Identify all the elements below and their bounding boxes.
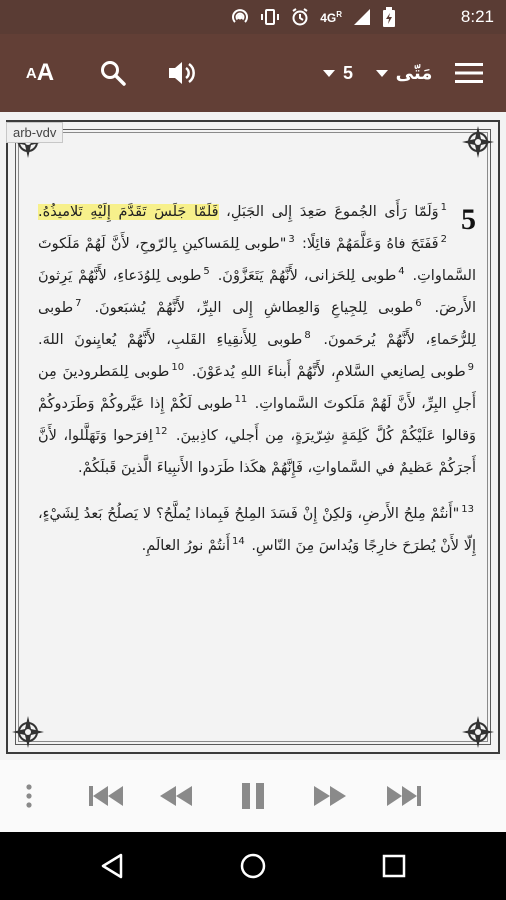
paragraph [38,498,476,562]
toolbar [0,34,506,112]
hamburger-icon [455,62,483,84]
chevron-down-icon [376,70,388,77]
verse[interactable]: $^7$طوبى لِلرُّحَماءِ، لأَنَّهُمْ يُرحَمونَ. [38,298,476,348]
verse[interactable]: $^{14}$أَنتُمْ نورُ العالَمِ. [141,536,245,554]
battery-icon [382,7,396,27]
verse[interactable]: $^{12}$اِفرَحوا وَتَهَلَّلوا، لأَنَّ أَجرَكُمْ عَظيمٌ في السَّماواتِ، فَإِنَّهُمْ هكَذا طَرَدوا الأَنبِياءَ الَّذينَ قَبلَكُمْ. [38,426,476,476]
search-icon [100,60,126,86]
volume-icon [167,59,197,87]
vibrate-icon [260,7,280,27]
hotspot-icon [230,7,250,27]
book-selector[interactable]: مَتّى [372,34,436,112]
pause-icon [240,782,266,810]
back-icon [100,853,124,879]
verse[interactable]: $^1$وَلَمّا رَأَى الجُموعَ صَعِدَ إِلى الجَبَلِ، [218,202,447,220]
verse[interactable]: $^5$طوبى لِلوُدَعاءِ، لأَنَّهُمْ يَرِثونَ الأَرضَ. [38,266,476,316]
signal-icon [352,7,372,27]
ornament-icon [8,712,48,752]
status-icons [230,6,396,28]
more-options-button[interactable] [18,780,40,812]
ornament-icon [458,712,498,752]
skip-previous-icon [88,784,124,808]
system-nav-bar [0,832,506,900]
ornament-icon [458,122,498,162]
home-icon [239,852,267,880]
recents-button[interactable] [374,848,414,884]
recents-icon [382,854,406,878]
audio-button[interactable] [162,34,202,112]
skip-next-icon [386,784,422,808]
verse[interactable]: $^{13}$"أَنتُمْ مِلحُ الأَرضِ، وَلكِنْ إِنْ فَسَدَ المِلحُ فَبِماذا يُملَّحُ؟ لا يَصلُحُ بَعدُ لِشَيْءٍ، إِلّا لأَنْ يُطرَحَ خارِجًا وَيُداسَ مِنَ النّاسِ. [38,504,476,554]
skip-next-button[interactable] [384,780,424,812]
home-button[interactable] [233,848,273,884]
verse[interactable]: $^8$طوبى لِلأَنقِياءِ القَلبِ، لأَنَّهُمْ يُعايِنونَ اللهَ. [38,330,311,348]
menu-button[interactable] [450,34,488,112]
chapter-number: 5 [461,203,476,236]
reader-pane[interactable] [0,112,506,760]
verse[interactable]: $^{11}$طوبى لَكُمْ إِذا عَيَّروكُمْ وَطَرَدوكُمْ وَقالوا عَلَيْكُمْ كُلَّ كَلِمَةٍ شِرّيرَةٍ، مِن أَجلي، كاذِبينَ. [38,394,476,444]
verse[interactable]: $^4$طوبى لِلحَزانى، لأَنَّهُمْ يَتَعَزَّوْنَ. [217,266,405,284]
scripture-text [38,196,476,736]
audio-player [0,760,506,832]
font-size-button[interactable]: A A [25,59,55,86]
status-bar [0,0,506,34]
verse[interactable]: $^{10}$طوبى لِلمَطرودينَ مِن أَجلِ البِرِّ، لأَنَّ لَهُمْ مَلَكوتَ السَّماواتِ. [38,362,476,412]
skip-previous-button[interactable] [86,780,126,812]
network-type: $4G^R$ [320,9,342,25]
clock: 8:21 [460,7,494,26]
back-button[interactable] [92,848,132,884]
rewind-icon [159,784,193,808]
more-vert-icon [26,783,32,809]
alarm-icon [290,7,310,27]
verse[interactable]: $^9$طوبى لِصانِعي السَّلامِ، لأَنَّهُمْ أَبناءَ اللهِ يُدعَوْنَ. [191,362,474,380]
fast-forward-button[interactable] [312,780,348,812]
pause-button[interactable] [238,780,268,812]
version-badge: arb-vdv [6,122,63,143]
verse[interactable]: $^3$"طوبى لِلمَساكينِ بِالرّوحِ، لأَنَّ لَهُمْ مَلَكوتَ السَّماواتِ. [38,234,476,284]
verse[interactable]: $^2$فَفَتَحَ فاهُ وَعَلَّمَهُمْ قائِلًا: [301,234,447,252]
fast-forward-icon [313,784,347,808]
chapter-selector[interactable]: 5 [312,34,364,112]
search-button[interactable] [96,34,130,112]
rewind-button[interactable] [158,780,194,812]
verse-highlight[interactable]: فَلَمّا جَلَسَ تَقَدَّمَ إِلَيْهِ تَلاميذُهُ. [38,204,219,220]
verse[interactable]: $^6$طوبى لِلجِياعِ وَالعِطاشِ إِلى البِرِّ، لأَنَّهُمْ يُشبَعونَ. [94,298,422,316]
chevron-down-icon [323,70,335,77]
